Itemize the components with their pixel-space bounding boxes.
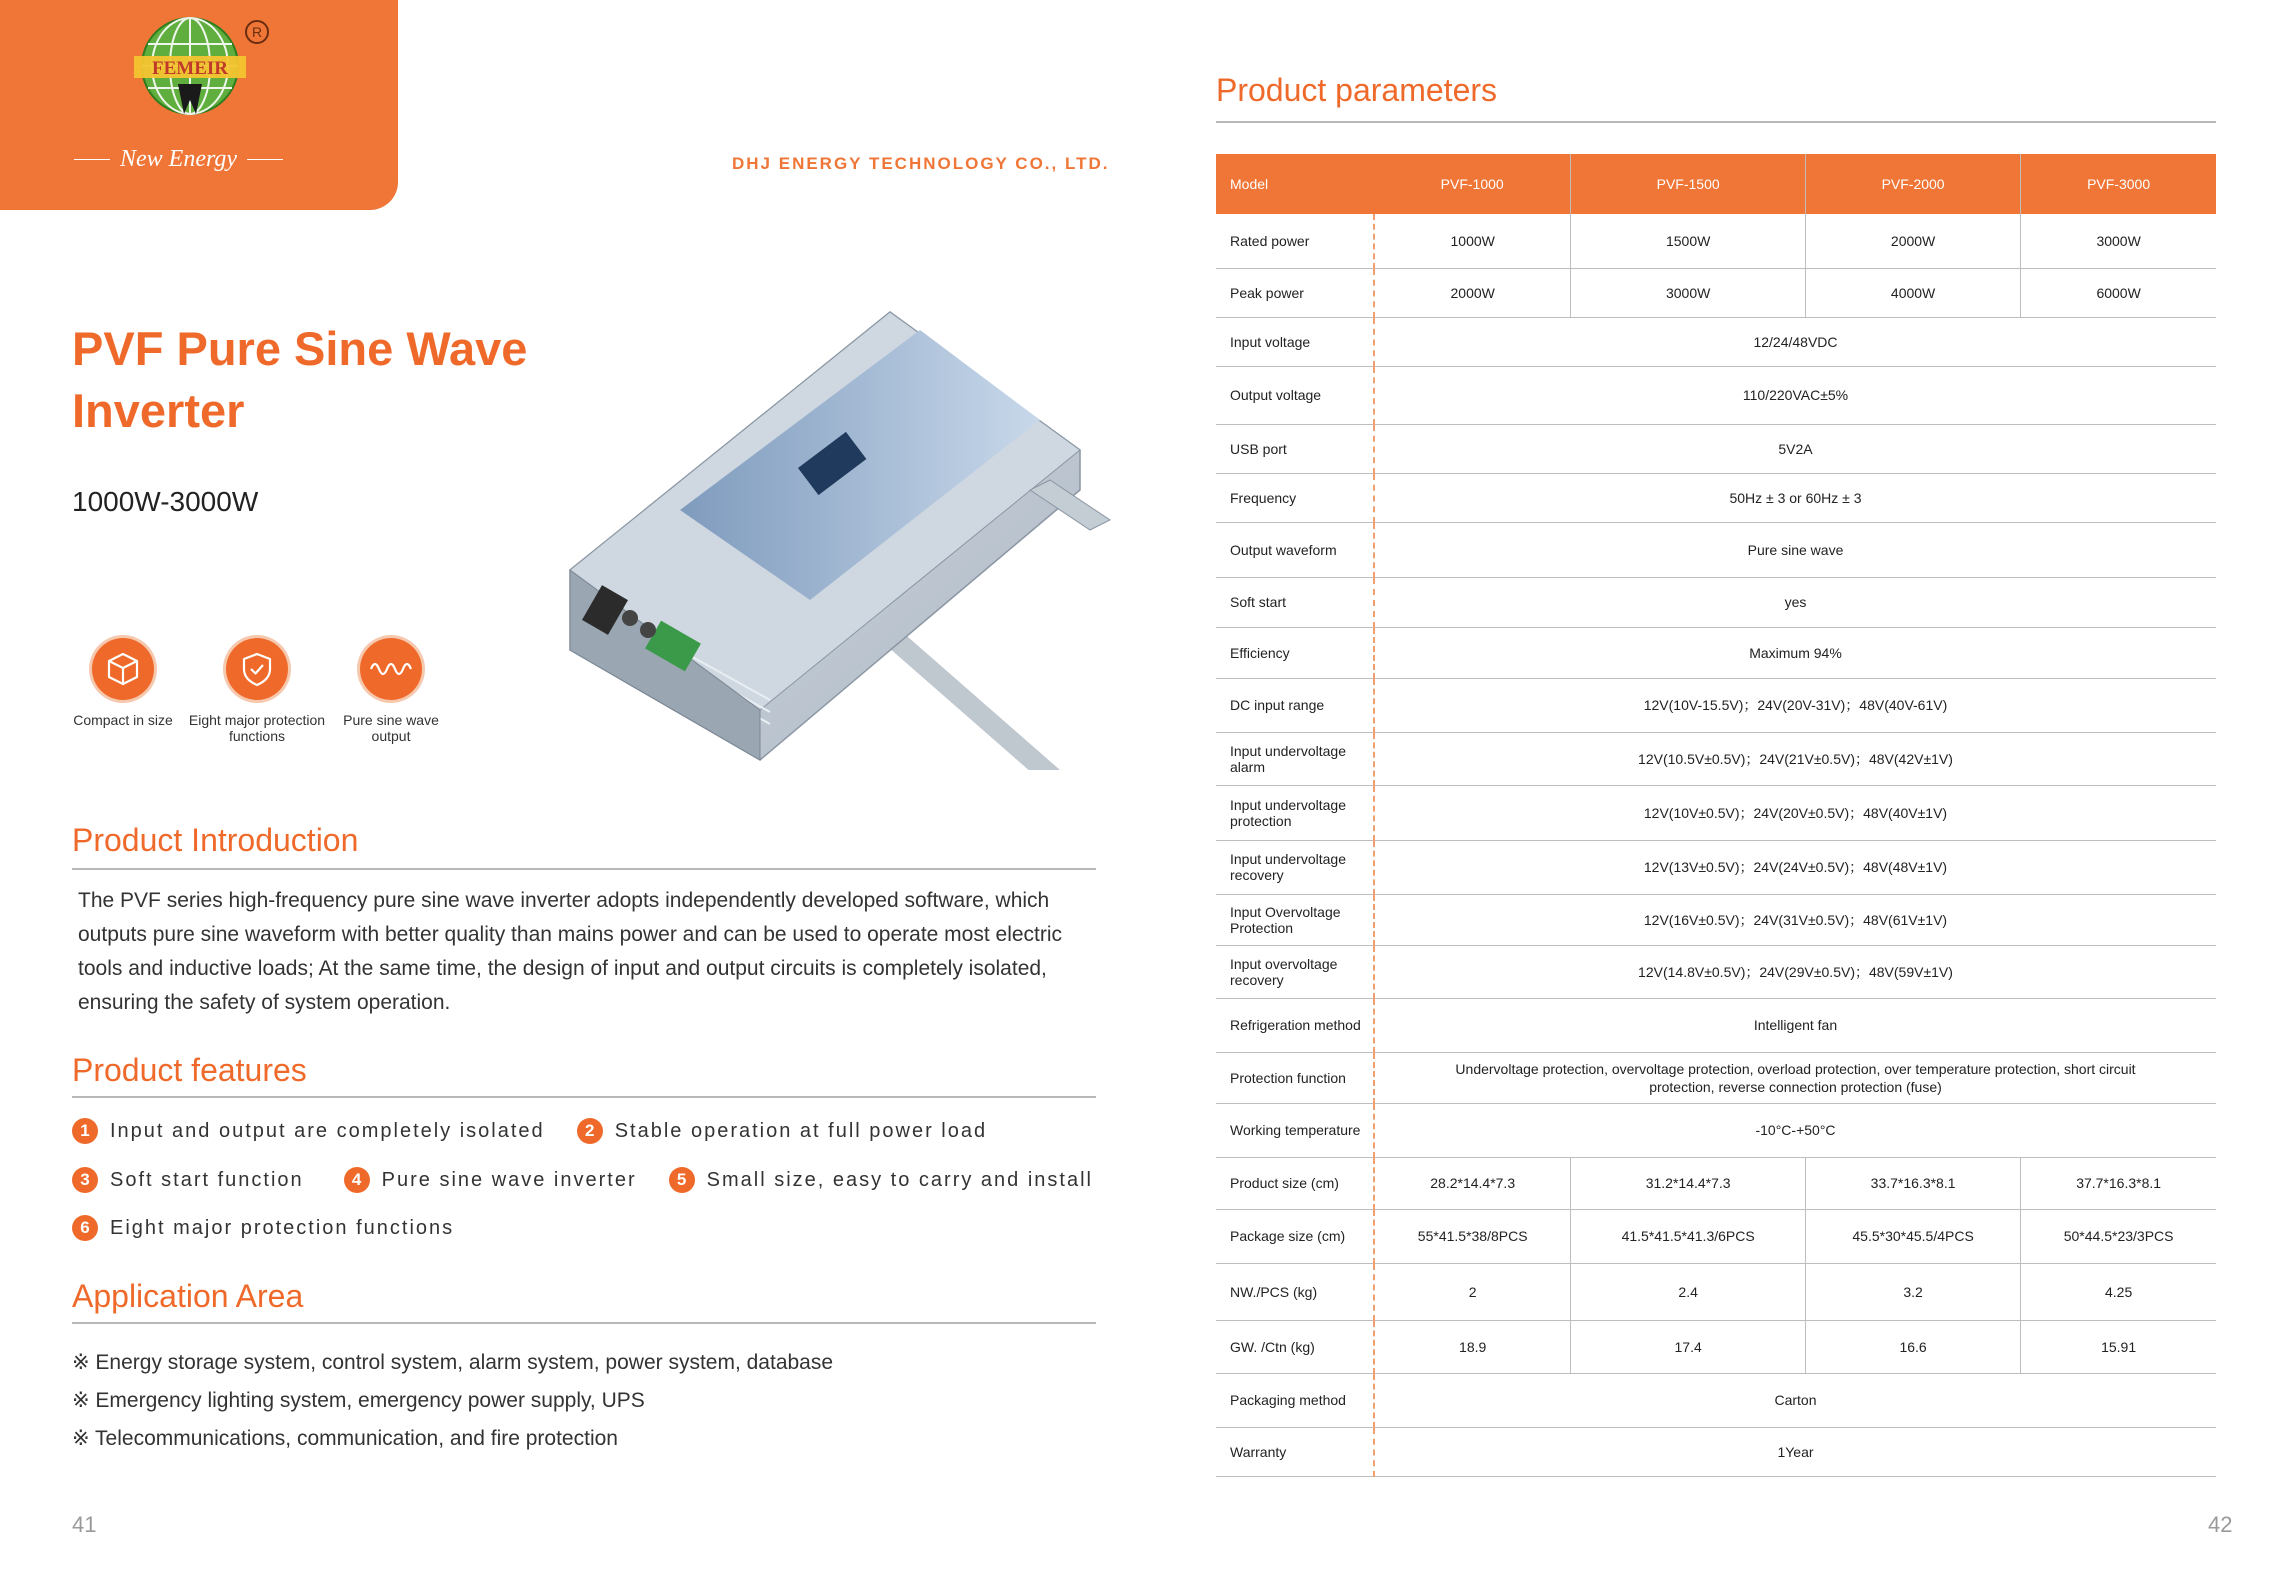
row-label: Input undervoltage recovery <box>1216 840 1374 894</box>
cell-value: 12V(16V±0.5V)；24V(31V±0.5V)；48V(61V±1V) <box>1374 894 2216 945</box>
divider <box>1216 121 2216 123</box>
cube-icon <box>105 651 141 687</box>
section-title-introduction: Product Introduction <box>72 822 359 858</box>
section-title-parameters: Product parameters <box>1216 72 1498 108</box>
cell-value: 2000W <box>1805 214 2020 268</box>
parameters-table <box>1216 154 2216 1477</box>
feature-protection: Eight major protection functions <box>190 638 324 744</box>
table-header-row <box>1216 154 2216 214</box>
cell-value: 3000W <box>1571 268 1806 317</box>
feature-row <box>72 1215 454 1241</box>
feature-item: 1 Input and output are completely isolated <box>72 1118 545 1144</box>
cell-value: 37.7*16.3*8.1 <box>2021 1157 2216 1209</box>
cell-value: 55*41.5*38/8PCS <box>1374 1209 1571 1263</box>
row-label: Efficiency <box>1216 627 1374 678</box>
cell-value: 2000W <box>1374 268 1571 317</box>
table-row <box>1216 840 2216 894</box>
cell-value: 18.9 <box>1374 1320 1571 1373</box>
cell-value: 3.2 <box>1805 1263 2020 1320</box>
cell-value: -10°C-+50°C <box>1374 1103 2216 1157</box>
cell-value: Undervoltage protection, overvoltage protection, overload protection, over temperature protection, short circuit protection, reverse connection protection (fuse) <box>1374 1052 2216 1103</box>
row-label: Soft start <box>1216 577 1374 627</box>
application-item: ※ Emergency lighting system, emergency power supply, UPS <box>72 1389 645 1412</box>
row-label: USB port <box>1216 424 1374 473</box>
feature-item: 5 Small size, easy to carry and install <box>669 1167 1093 1193</box>
product-title: PVF Pure Sine Wave Inverter <box>72 322 528 437</box>
logo-header <box>0 0 398 210</box>
company-name: DHJ ENERGY TECHNOLOGY CO., LTD. <box>732 154 1110 173</box>
inverter-product-image <box>530 300 1150 770</box>
cell-value: 5V2A <box>1374 424 2216 473</box>
cell-value: 1500W <box>1571 214 1806 268</box>
table-row <box>1216 577 2216 627</box>
cell-value: 45.5*30*45.5/4PCS <box>1805 1209 2020 1263</box>
table-row <box>1216 366 2216 424</box>
page-number-right: 42 <box>2208 1512 2233 1537</box>
cell-value: 50Hz ± 3 or 60Hz ± 3 <box>1374 473 2216 522</box>
cell-value: 17.4 <box>1571 1320 1806 1373</box>
row-label: Package size (cm) <box>1216 1209 1374 1263</box>
cell-value: 6000W <box>2021 268 2216 317</box>
row-label: Warranty <box>1216 1427 1374 1476</box>
cell-value: 12V(13V±0.5V)；24V(24V±0.5V)；48V(48V±1V) <box>1374 840 2216 894</box>
row-label: Input overvoltage recovery <box>1216 945 1374 998</box>
globe-logo-icon <box>134 14 246 122</box>
section-title-features: Product features <box>72 1052 307 1088</box>
cell-value: 3000W <box>2021 214 2216 268</box>
cell-value: 1Year <box>1374 1427 2216 1476</box>
feature-item: 6 Eight major protection functions <box>72 1215 454 1241</box>
cell-value: 50*44.5*23/3PCS <box>2021 1209 2216 1263</box>
table-row <box>1216 1209 2216 1263</box>
registered-mark-icon: R <box>245 20 269 44</box>
row-label: Rated power <box>1216 214 1374 268</box>
row-label: DC input range <box>1216 678 1374 732</box>
row-label: Output voltage <box>1216 366 1374 424</box>
cell-value: PVF-3000 <box>2021 154 2216 214</box>
brand-tagline: New Energy <box>74 146 304 173</box>
table-row <box>1216 1052 2216 1103</box>
cell-value: PVF-2000 <box>1805 154 2020 214</box>
feature-item: 4 Pure sine wave inverter <box>344 1167 637 1193</box>
cell-value: 2.4 <box>1571 1263 1806 1320</box>
cell-value: 28.2*14.4*7.3 <box>1374 1157 1571 1209</box>
cell-value: 41.5*41.5*41.3/6PCS <box>1571 1209 1806 1263</box>
feature-item: 3 Soft start function <box>72 1167 304 1193</box>
cell-value: 12V(10V±0.5V)；24V(20V±0.5V)；48V(40V±1V) <box>1374 785 2216 840</box>
feature-sine-wave: Pure sine wave output <box>324 638 458 744</box>
cell-value: 12V(10V-15.5V)；24V(20V-31V)；48V(40V-61V) <box>1374 678 2216 732</box>
row-label: Protection function <box>1216 1052 1374 1103</box>
feature-row <box>72 1118 987 1144</box>
application-item: ※ Energy storage system, control system, alarm system, power system, database <box>72 1351 834 1374</box>
sine-wave-icon <box>369 657 413 681</box>
row-label: NW./PCS (kg) <box>1216 1263 1374 1320</box>
table-row <box>1216 945 2216 998</box>
row-label: Working temperature <box>1216 1103 1374 1157</box>
table-row <box>1216 1157 2216 1209</box>
cell-value: 4.25 <box>2021 1263 2216 1320</box>
table-row <box>1216 214 2216 268</box>
logo-text: FEMEIR <box>152 58 228 79</box>
cell-value: 33.7*16.3*8.1 <box>1805 1157 2020 1209</box>
row-label: Input undervoltage alarm <box>1216 732 1374 785</box>
table-row <box>1216 998 2216 1052</box>
cell-value: 12V(10.5V±0.5V)；24V(21V±0.5V)；48V(42V±1V) <box>1374 732 2216 785</box>
table-row <box>1216 732 2216 785</box>
cell-value: Pure sine wave <box>1374 522 2216 577</box>
table-row <box>1216 473 2216 522</box>
row-label: Refrigeration method <box>1216 998 1374 1052</box>
cell-value: 4000W <box>1805 268 2020 317</box>
introduction-text: The PVF series high-frequency pure sine wave inverter adopts independently developed software, which outputs pure sine waveform with better quality than mains power and can be used to operate most electric tools and inductive loads; At the same time, the design of input and output circuits is completely isolated, ensuring the safety of system operation. <box>78 889 1063 1014</box>
section-title-application: Application Area <box>72 1278 304 1314</box>
row-label: Input undervoltage protection <box>1216 785 1374 840</box>
row-label: Packaging method <box>1216 1373 1374 1427</box>
row-label: Input Overvoltage Protection <box>1216 894 1374 945</box>
table-row <box>1216 627 2216 678</box>
table-row <box>1216 317 2216 366</box>
row-label: Peak power <box>1216 268 1374 317</box>
row-label: Model <box>1216 154 1374 214</box>
cell-value: PVF-1000 <box>1374 154 1571 214</box>
table-row <box>1216 1373 2216 1427</box>
cell-value: 2 <box>1374 1263 1571 1320</box>
table-row <box>1216 424 2216 473</box>
divider <box>72 1322 1096 1324</box>
cell-value: 16.6 <box>1805 1320 2020 1373</box>
cell-value: yes <box>1374 577 2216 627</box>
cell-value: 110/220VAC±5% <box>1374 366 2216 424</box>
table-row <box>1216 894 2216 945</box>
cell-value: Intelligent fan <box>1374 998 2216 1052</box>
power-range: 1000W-3000W <box>72 486 259 517</box>
table-row <box>1216 1103 2216 1157</box>
divider <box>72 868 1096 870</box>
cell-value: 31.2*14.4*7.3 <box>1571 1157 1806 1209</box>
table-row <box>1216 1263 2216 1320</box>
cell-value: Maximum 94% <box>1374 627 2216 678</box>
table-row <box>1216 1427 2216 1476</box>
row-label: Frequency <box>1216 473 1374 522</box>
row-label: Output waveform <box>1216 522 1374 577</box>
cell-value: 1000W <box>1374 214 1571 268</box>
row-label: Product size (cm) <box>1216 1157 1374 1209</box>
table-row <box>1216 1320 2216 1373</box>
cell-value: 12/24/48VDC <box>1374 317 2216 366</box>
cell-value: Carton <box>1374 1373 2216 1427</box>
table-row <box>1216 785 2216 840</box>
row-label: GW. /Ctn (kg) <box>1216 1320 1374 1373</box>
feature-row <box>72 1167 1093 1193</box>
cell-value: 15.91 <box>2021 1320 2216 1373</box>
shield-check-icon <box>239 651 275 687</box>
table-row <box>1216 268 2216 317</box>
table-row <box>1216 522 2216 577</box>
feature-item: 2 Stable operation at full power load <box>577 1118 987 1144</box>
table-row <box>1216 678 2216 732</box>
feature-compact: Compact in size <box>56 638 190 744</box>
row-label: Input voltage <box>1216 317 1374 366</box>
application-item: ※ Telecommunications, communication, and fire protection <box>72 1427 618 1450</box>
cell-value: PVF-1500 <box>1571 154 1806 214</box>
divider <box>72 1096 1096 1098</box>
page-number-left: 41 <box>72 1512 97 1537</box>
feature-icons <box>56 638 458 744</box>
cell-value: 12V(14.8V±0.5V)；24V(29V±0.5V)；48V(59V±1V) <box>1374 945 2216 998</box>
